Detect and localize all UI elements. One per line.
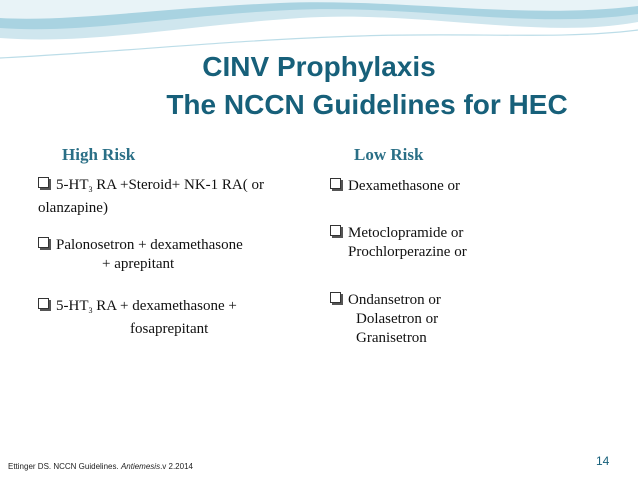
checkbox-bullet-icon [38, 177, 49, 188]
high-risk-heading: High Risk [62, 145, 136, 164]
checkbox-bullet-icon [330, 178, 341, 189]
item-text: 5-HT [56, 298, 89, 314]
low-risk-item-2 [330, 224, 467, 262]
subscript: 3 [88, 185, 93, 194]
checkbox-bullet-icon [38, 237, 49, 248]
citation-footer [8, 462, 193, 471]
checkbox-bullet-icon [330, 292, 341, 303]
item-text: olanzapine) [38, 200, 108, 216]
low-risk-heading: Low Risk [354, 145, 424, 164]
item-text: RA +Steroid+ NK-1 RA( or [92, 177, 264, 193]
item-text: 5-HT [56, 177, 89, 193]
item-text: Metoclopramide or [348, 225, 464, 241]
item-text: + aprepitant [102, 256, 175, 272]
item-text: Dolasetron or [356, 311, 439, 327]
checkbox-bullet-icon [330, 225, 341, 236]
item-text: Prochlorperazine or [348, 244, 467, 260]
item-text: Ondansetron or [348, 292, 441, 308]
citation-text: Ettinger DS. NCCN Guidelines. [8, 462, 121, 471]
high-risk-item-3 [38, 297, 237, 339]
item-text: Granisetron [356, 330, 427, 346]
item-text: Dexamethasone or [348, 178, 461, 194]
low-risk-item-1 [330, 177, 460, 196]
citation-tail: .v 2.2014 [160, 462, 193, 471]
item-text: fosaprepitant [130, 321, 209, 337]
high-risk-item-1 [38, 176, 264, 218]
low-risk-item-3 [330, 291, 441, 348]
slide-title-line1: CINV Prophylaxis [202, 51, 436, 82]
citation-italic: Antiemesis [120, 462, 161, 471]
high-risk-item-2 [38, 236, 243, 274]
item-text: RA + dexamethasone + [92, 298, 237, 314]
item-text: Palonosetron + dexamethasone [56, 237, 243, 253]
slide-title-line2: The NCCN Guidelines for HEC [166, 89, 568, 120]
subscript: 3 [88, 306, 93, 315]
checkbox-bullet-icon [38, 298, 49, 309]
page-number: 14 [596, 454, 610, 468]
